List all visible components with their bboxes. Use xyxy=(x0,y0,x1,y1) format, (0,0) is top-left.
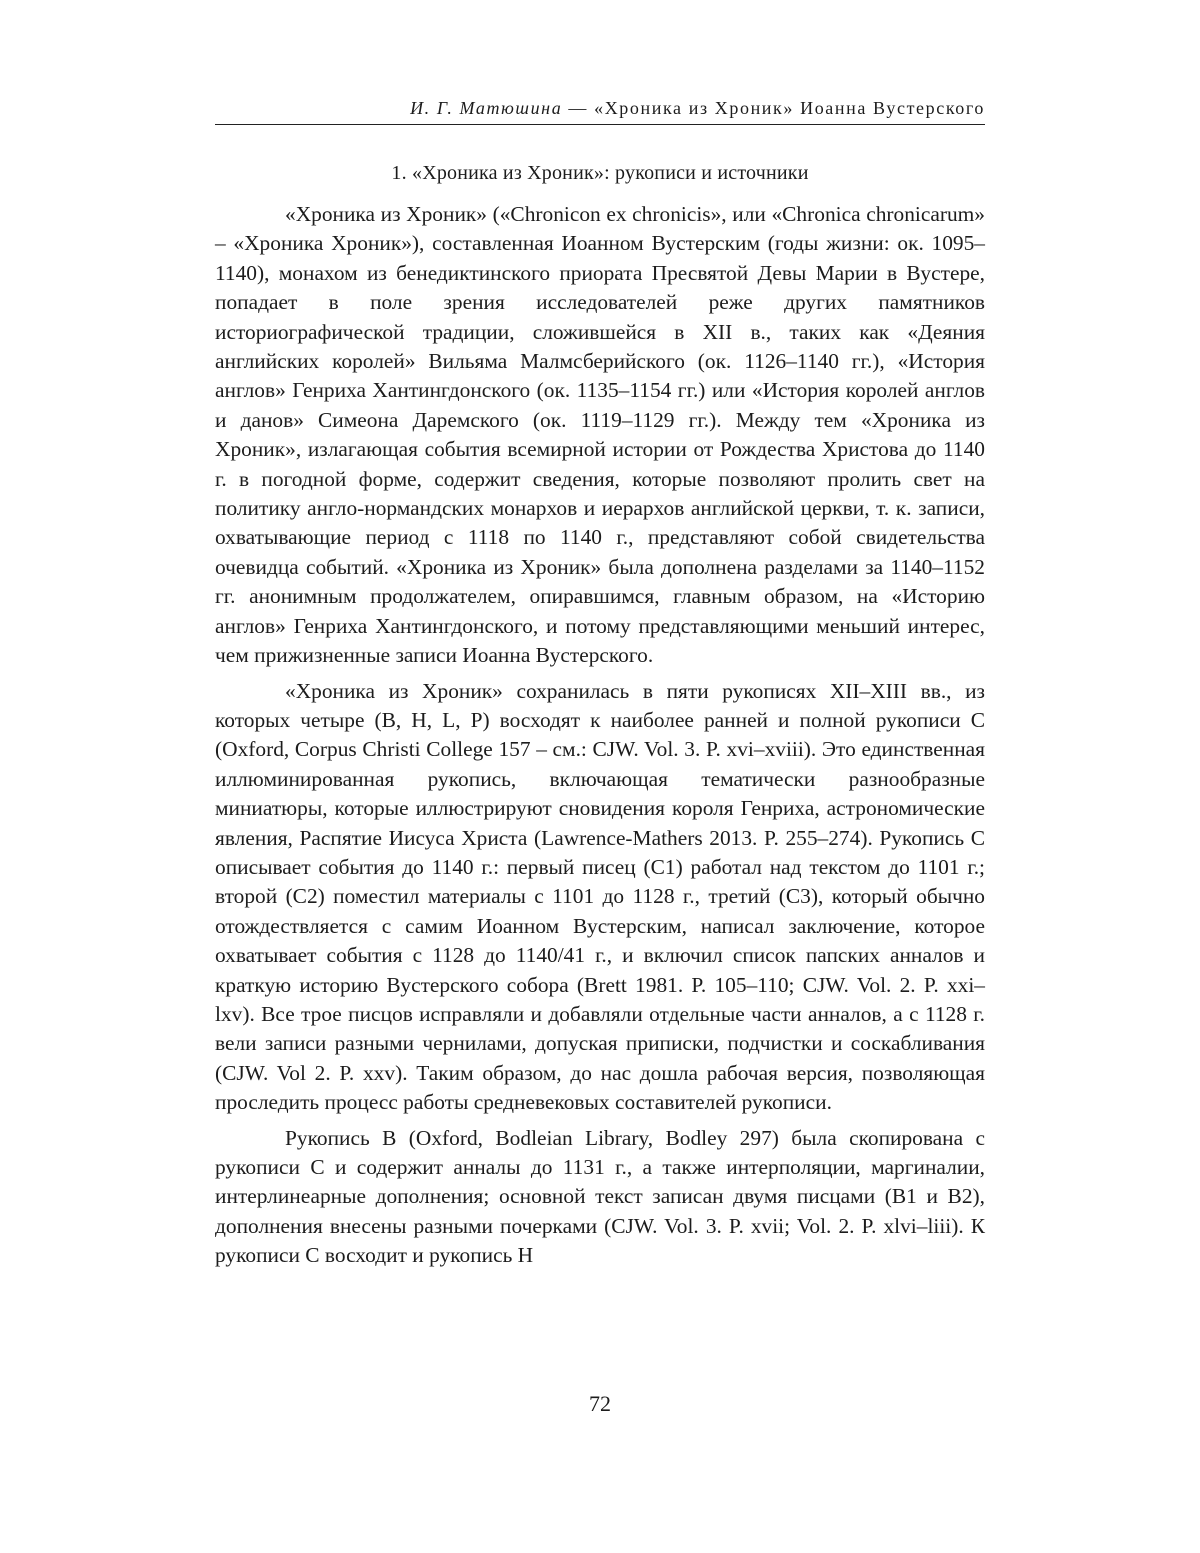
paragraph: «Хроника из Хроник» сохранилась в пяти рукописях XII–XIII вв., из которых четыре (B, H, L, P) восходят к наиболее ранней и полной рукописи C (Oxford, Corpus Christi College 157 – см.: CJW. Vol. 3. P. xvi–xviii). Это единственная иллюминированная рукопись, включающая тематически разнообразные миниатюры, которые иллюстрируют сновидения короля Генриха, астрономические явления, Распятие Иисуса Христа (Lawrence-Mathers 2013. P. 255–274). Рукопись C описывает события до 1140 г.: первый писец (C1) работал над текстом до 1101 г.; второй (C2) поместил материалы с 1101 до 1128 г., третий (C3), который обычно отождествляется с самим Иоанном Вустерским, написал заключение, которое охватывает события с 1128 до 1140/41 г., и включил список папских анналов и краткую историю Вустерского собора (Brett 1981. P. 105–110; CJW. Vol. 2. P. xxi–lxv). Все трое писцов исправляли и добавляли отдельные части анналов, а с 1128 г. вели записи разными чернилами, допуская приписки, подчистки и соскабливания (CJW. Vol 2. P. xxv). Таким образом, до нас дошла рабочая версия, позволяющая проследить процесс работы средневековых составителей рукописи. xyxy=(215,678,985,1115)
page-number: 72 xyxy=(589,1391,611,1416)
running-header xyxy=(215,96,985,125)
paragraph: «Хроника из Хроник» («Chronicon ex chronicis», или «Chronica chronicarum» – «Хроника Хроник»), составленная Иоанном Вустерским (годы жизни: ок. 1095–1140), монахом из бенедиктинского приората Пресвятой Девы Марии в Вустере, попадает в поле зрения исследователей реже других памятников историографической традиции, сложившейся в XII в., таких как «Деяния английских королей» Вильяма Малмсберийского (ок. 1126–1140 гг.), «История англов» Генриха Хантингдонского (ок. 1135–1154 гг.) или «История королей англов и данов» Симеона Даремского (ок. 1119–1129 гг.). Между тем «Хроника из Хроник», излагающая события всемирной истории от Рождества Христова до 1140 г. в погодной форме, содержит сведения, которые позволяют пролить свет на политику англо-нормандских монархов и иерархов английской церкви, т. к. записи, охватывающие период с 1118 по 1140 г., представляют собой свидетельства очевидца событий. «Хроника из Хроник» была дополнена разделами за 1140–1152 гг. анонимным продолжателем, опиравшимся, главным образом, на «Историю англов» Генриха Хантингдонского, и потому представляющими меньший интерес, чем прижизненные записи Иоанна Вустерского. xyxy=(215,202,985,668)
body-text xyxy=(215,200,985,1277)
paragraph: Рукопись B (Oxford, Bodleian Library, Bodley 297) была скопирована с рукописи C и содержит анналы до 1131 г., а также интерполяции, маргиналии, интерлинеарные дополнения; основной текст записан двумя писцами (B1 и B2), дополнения внесены разными почерками (CJW. Vol. 3. P. xvii; Vol. 2. P. xlvi–liii). К рукописи C восходит и рукопись H xyxy=(215,1125,985,1268)
section-title: 1. «Хроника из Хроник»: рукописи и источники xyxy=(391,162,809,184)
header-separator: — xyxy=(562,98,595,118)
header-author: И. Г. Матюшина xyxy=(410,98,563,118)
header-title: «Хроника из Хроник» Иоанна Вустерского xyxy=(594,98,985,118)
